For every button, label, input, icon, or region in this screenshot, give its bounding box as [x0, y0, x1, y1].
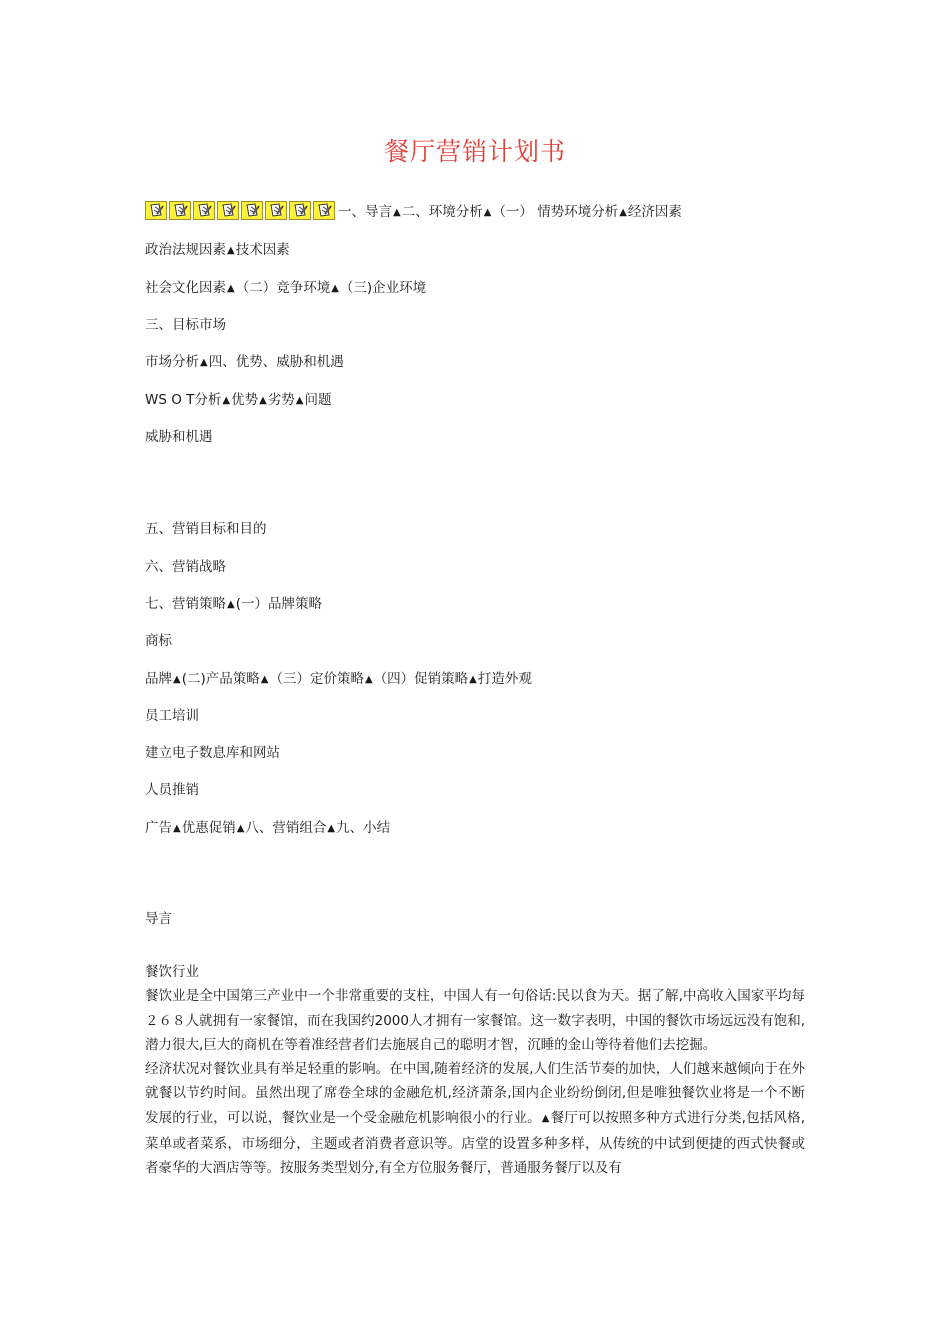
toc-item: 优惠促销 [181, 820, 236, 836]
toc-item: （四）促销策略 [373, 671, 469, 687]
section-heading: 导言 [145, 911, 172, 927]
toc-item: 技术因素 [235, 242, 290, 258]
bullet-marker-icon: ▲ [364, 674, 373, 685]
paragraph-2 [145, 1057, 805, 1180]
toc-item: 政治法规因素 [145, 242, 226, 258]
toc-item: 品牌 [145, 671, 172, 687]
toc-line [145, 778, 199, 798]
notepad-pencil-icon [193, 201, 215, 220]
toc-line [145, 517, 267, 537]
toc-item: （二）竞争环境 [235, 280, 331, 296]
bullet-marker-icon: ▲ [227, 283, 235, 294]
toc-line [145, 741, 280, 761]
toc-item: 二、环境分析 [401, 204, 483, 220]
bullet-marker-icon: ▲ [222, 395, 231, 406]
toc-item: 七、营销策略 [145, 596, 226, 612]
toc-item: （一） 情势环境分析 [492, 204, 619, 220]
toc-item: 四、优势、威胁和机遇 [208, 354, 344, 370]
toc-item: 三、目标市场 [145, 317, 226, 333]
bullet-marker-icon: ▲ [227, 245, 235, 256]
notepad-pencil-icon [217, 201, 239, 220]
notepad-pencil-icon [169, 201, 191, 220]
bullet-marker-icon: ▲ [295, 395, 304, 406]
toc-line [145, 388, 331, 408]
paragraph-2-part-b: 餐厅可以按照多种方式进行分类,包括风格,菜单或者菜系，市场细分，主题或者消费者意识等。店堂的设置多种多样，从传统的中试到便捷的西式快餐或者豪华的大酒店等等。按服务类型划分,有全方位服务餐厅，普通服务餐厅以及有 [145, 1109, 805, 1177]
bullet-marker-icon: ▲ [260, 674, 269, 685]
paragraph-1: 餐饮业是全中国第三产业中一个非常重要的支柱，中国人有一句俗话:民以食为天。据了解,中高收入国家平均每２６８人就拥有一家餐馆，而在我国约2000人才拥有一家餐馆。这一数字表明，中国的餐饮市场远远没有饱和,潜力很大,巨大的商机在等着准经营者们去施展自己的聪明才智，沉睡的金山等待着他们去挖掘。 [145, 988, 805, 1053]
toc-item: 五、营销目标和目的 [145, 521, 267, 537]
toc-line [145, 667, 532, 687]
bullet-marker-icon: ▲ [200, 357, 208, 368]
toc-line [145, 425, 213, 445]
notepad-pencil-icon [241, 201, 263, 220]
notepad-pencil-icon [313, 201, 335, 220]
toc-item: （三）定价策略 [269, 671, 364, 687]
toc-line [145, 238, 290, 258]
bullet-marker-icon: ▲ [227, 599, 235, 610]
toc-item: 一、导言 [338, 204, 392, 220]
bullet-marker-icon: ▲ [327, 823, 336, 834]
toc-item: 六、营销战略 [145, 559, 226, 575]
toc-item: 优势 [231, 392, 259, 408]
toc-item: 社会文化因素 [145, 280, 226, 296]
toc-item: 商标 [145, 633, 172, 649]
toc-line [145, 350, 344, 370]
toc-line [145, 592, 322, 612]
body-text [145, 960, 805, 1181]
toc-item: 经济因素 [627, 204, 682, 220]
toc-line [145, 629, 172, 649]
toc-line [145, 276, 426, 296]
toc-item: 员工培训 [145, 708, 199, 724]
bullet-marker-icon: ▲ [541, 1112, 550, 1124]
toc-item: （三)企业环境 [339, 280, 427, 296]
toc-line [145, 313, 226, 333]
toc-item: 人员推销 [145, 782, 199, 798]
toc-item: WS O T分析 [145, 392, 222, 408]
toc-item: 八、营销组合 [245, 820, 327, 836]
bullet-marker-icon: ▲ [173, 674, 181, 685]
sub-heading: 餐饮行业 [145, 964, 199, 980]
toc-item: 问题 [304, 392, 332, 408]
notepad-pencil-icon [265, 201, 287, 220]
notepad-pencil-icon [289, 201, 311, 220]
bullet-marker-icon: ▲ [236, 823, 245, 834]
page-title: 餐厅营销计划书 [383, 137, 566, 166]
toc-item: 广告 [145, 820, 172, 836]
toc-line [145, 816, 390, 836]
bullet-marker-icon: ▲ [331, 283, 339, 294]
toc-line [145, 704, 199, 724]
toc-item: 市场分析 [145, 354, 199, 370]
notepad-pencil-icon [145, 201, 167, 220]
paragraph-2-part-a: 经济状况对餐饮业具有举足轻重的影响。在中国,随着经济的发展,人们生活节奏的加快，人们越来越倾向于在外就餐以节约时间。虽然出现了席卷全球的金融危机,经济萧条,国内企业纷纷倒闭,但是唯独餐饮业将是一个不断发展的行业，可以说，餐饮业是一个受金融危机影响很小的行业。 [145, 1061, 805, 1126]
toc-item: 建立电子数息库和网站 [145, 745, 280, 761]
toc-item: 九、小结 [336, 820, 391, 836]
icon-strip [145, 201, 337, 224]
toc-item: 威胁和机遇 [145, 429, 213, 445]
toc-item: 打造外观 [477, 671, 532, 687]
toc-line [145, 200, 682, 224]
bullet-marker-icon: ▲ [173, 823, 181, 834]
toc-item: 劣势 [267, 392, 295, 408]
bullet-marker-icon: ▲ [483, 207, 492, 218]
bullet-marker-icon: ▲ [393, 207, 401, 218]
bullet-marker-icon: ▲ [259, 395, 267, 406]
toc-item: (二)产品策略 [181, 671, 260, 687]
bullet-marker-icon: ▲ [619, 207, 627, 218]
bullet-marker-icon: ▲ [469, 674, 477, 685]
toc-item: (一）品牌策略 [235, 596, 322, 612]
toc-line [145, 555, 226, 575]
